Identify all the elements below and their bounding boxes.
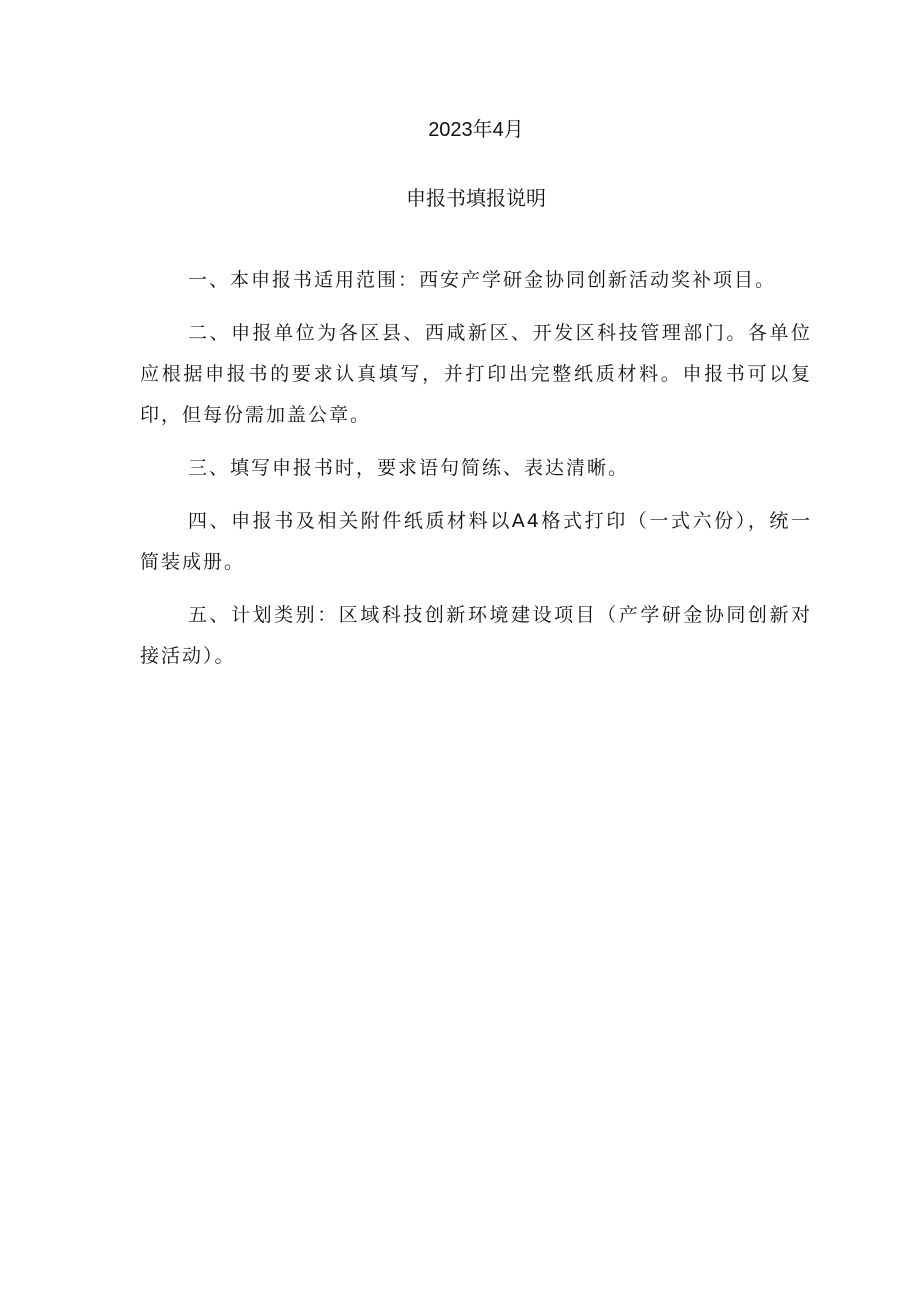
document-date: 2023年4月 [428, 119, 524, 141]
instruction-paragraph-1: 一、本申报书适用范围：西安产学研金协同创新活动奖补项目。 [188, 269, 777, 291]
instructions-body [140, 260, 812, 689]
instruction-paragraph-5: 五、计划类别：区域科技创新环境建设项目（产学研金协同创新对接活动）。 [140, 604, 812, 667]
instruction-paragraph-4: 四、申报书及相关附件纸质材料以A4格式打印（一式六份），统一简装成册。 [140, 510, 812, 573]
instruction-paragraph-3: 三、填写申报书时，要求语句简练、表达清晰。 [188, 457, 630, 479]
document-title: 申报书填报说明 [406, 186, 546, 210]
instruction-paragraph-2: 二、申报单位为各区县、西咸新区、开发区科技管理部门。各单位应根据申报书的要求认真填写，并打印出完整纸质材料。申报书可以复印，但每份需加盖公章。 [140, 322, 812, 426]
